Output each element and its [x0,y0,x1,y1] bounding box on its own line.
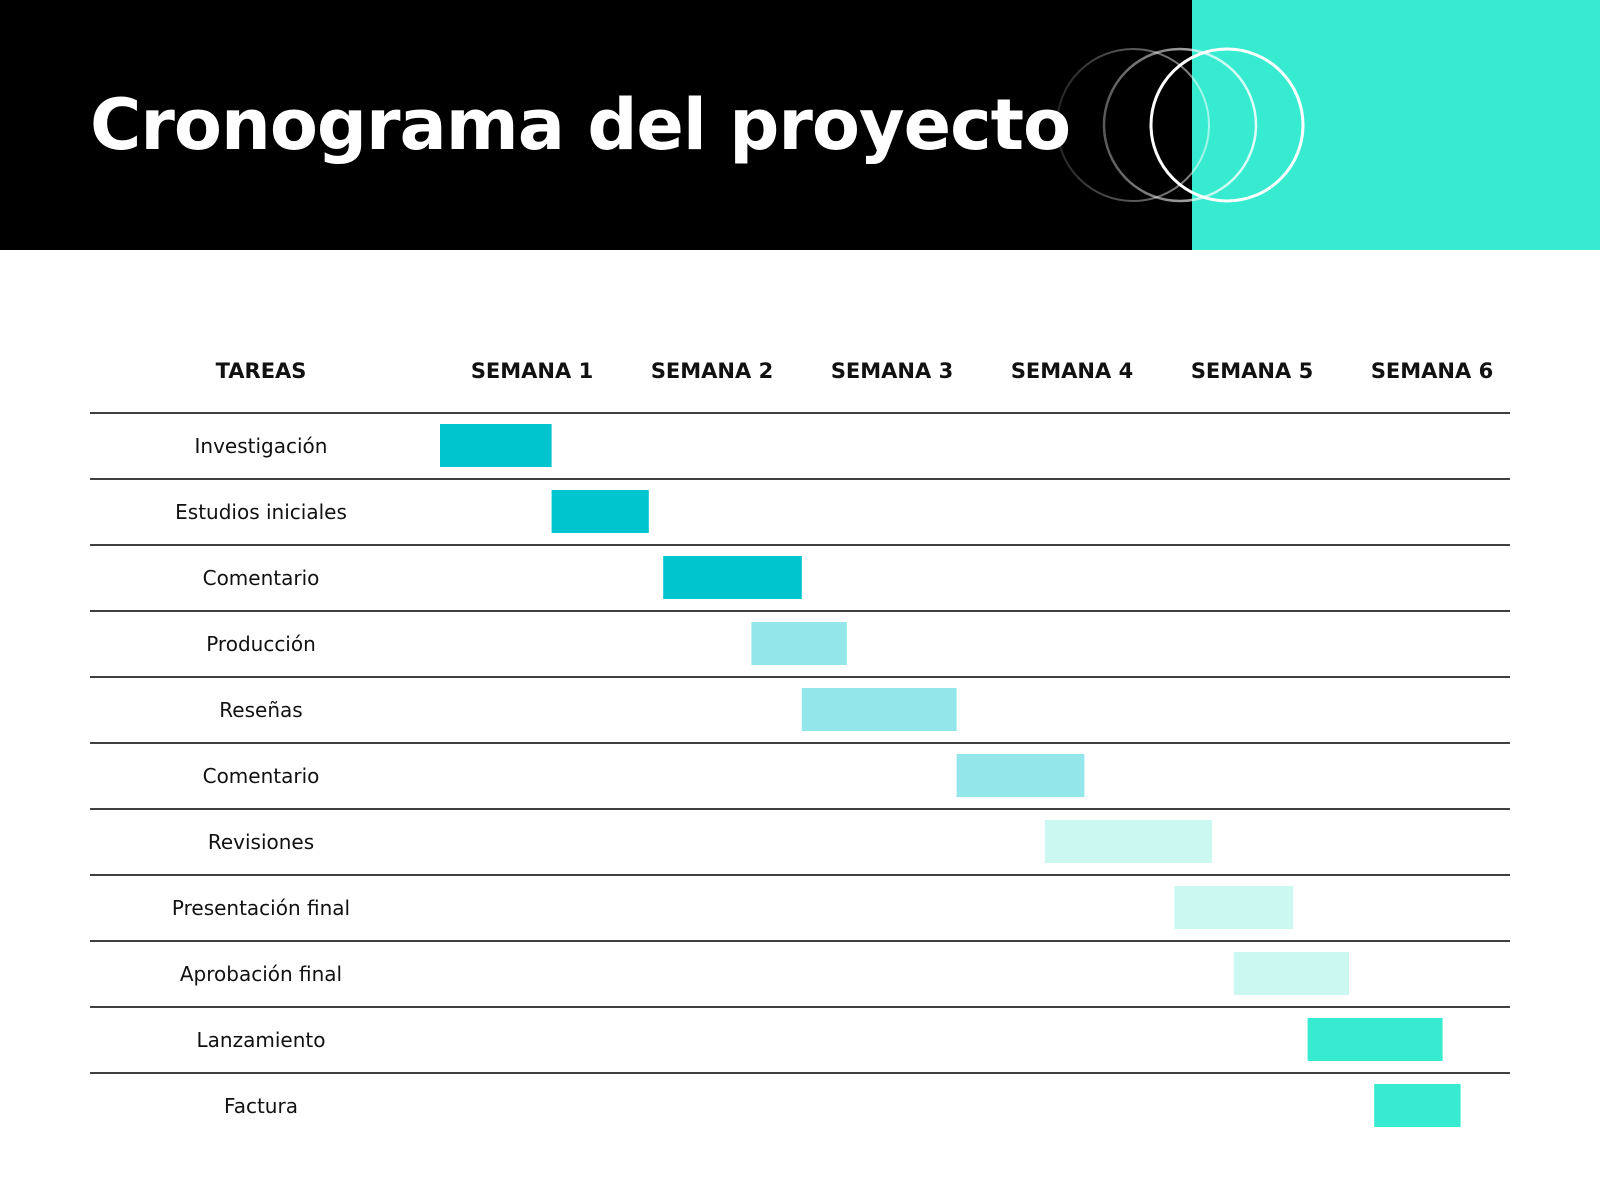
ring-left [1057,49,1209,201]
task-bar [663,556,802,599]
task-label: Reseñas [219,698,303,722]
task-bar [751,622,846,665]
task-label: Investigación [194,434,328,458]
task-bar [552,490,649,533]
task-column-header: TAREAS [215,359,307,383]
task-bar [957,754,1085,797]
page-title: Cronograma del proyecto [90,84,1071,166]
task-label: Comentario [202,764,320,788]
task-label: Producción [206,632,316,656]
task-label: Estudios iniciales [175,500,347,524]
ring-middle [1104,49,1256,201]
task-bar [1045,820,1212,863]
week-header-2: SEMANA 2 [650,359,774,383]
task-label: Revisiones [207,830,315,854]
task-bar [1374,1084,1460,1127]
task-label: Lanzamiento [196,1028,326,1052]
week-header-5: SEMANA 5 [1190,359,1314,383]
task-bar [1308,1018,1443,1061]
task-label: Factura [224,1094,298,1118]
task-bar [440,424,552,467]
ring-right [1151,49,1303,201]
week-header-1: SEMANA 1 [470,359,594,383]
task-bar [1234,952,1349,995]
week-header-3: SEMANA 3 [830,359,954,383]
header-banner [0,0,1600,250]
week-header-6: SEMANA 6 [1370,359,1494,383]
week-header-4: SEMANA 4 [1010,359,1134,383]
task-label: Comentario [202,566,320,590]
task-bar [802,688,957,731]
task-bar [1174,886,1293,929]
task-label: Aprobación final [179,962,343,986]
gantt-chart [0,250,1600,1200]
task-label: Presentación final [171,896,351,920]
